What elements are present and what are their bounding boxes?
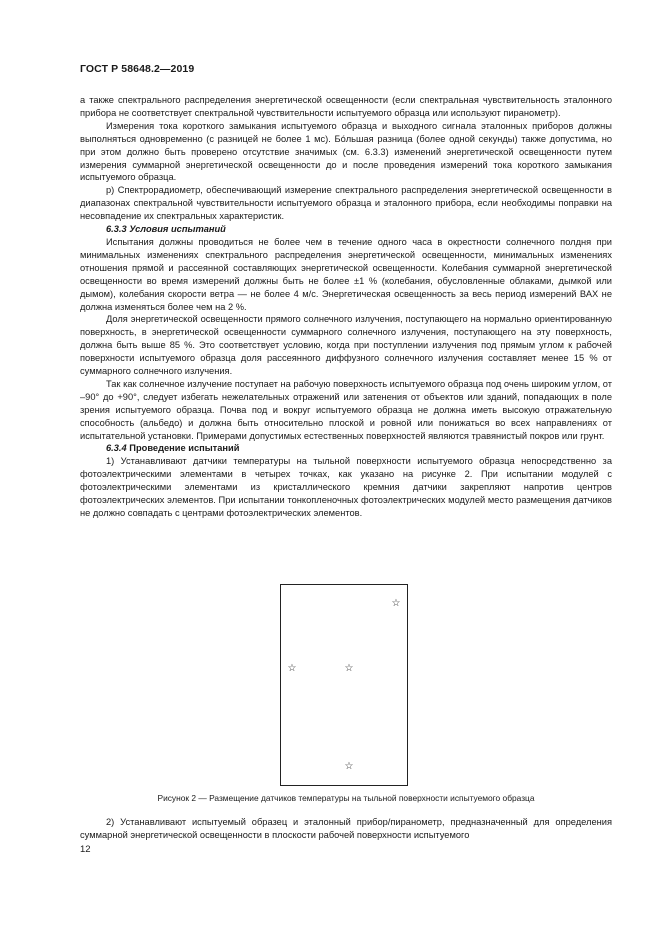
body-text <box>80 94 612 520</box>
module-back-surface-figure <box>280 584 408 786</box>
sensor-marker-star-icon: ☆ <box>344 663 354 674</box>
section-number: 6.3.3 <box>106 224 127 235</box>
section-heading-6-3-4 <box>80 442 612 455</box>
paragraph: Так как солнечное излучение поступает на рабочую поверхность испытуемого образца под очень широким углом, от –90° до +90°, следует избегать нежелательных отражений или затенения от объектов или зданий, попадающих в поле зрения испытуемого образца. Почва под и вокруг испытуемого образца не должна иметь высокую отражательную способность (альбедо) и должна быть относительно плоской и ровной или понижаться во всех направлениях от испытательной установки. Примерами допустимых естественных поверхностей являются травянистый покров или грунт. <box>80 378 612 441</box>
section-heading-6-3-3 <box>80 223 612 236</box>
page-number: 12 <box>80 844 91 855</box>
sensor-marker-star-icon: ☆ <box>287 663 297 674</box>
paragraph: Испытания должны проводиться не более чем в течение одного часа в окрестности солнечного полдня при минимальных изменениях спектрального распределения энергетической освещенности, минимальных изменениях отношения прямой и рассеянной составляющих энергетической освещенности. Колебания суммарной энергетической освещенности во время измерений должны быть не более ±1 % (колебания, обусловленные облаками, дымкой или дымом), колебания скорости ветра — не более 4 м/с. Энергетическая освещенность за весь период измерений ВАХ не должна изменяться более чем на 2 %. <box>80 236 612 312</box>
paragraph: р) Спектрорадиометр, обеспечивающий измерение спектрального распределения энергетической освещенности в диапазонах спектральной чувствительности испытуемого образца и эталонного прибора, если необходимы поправки на несовпадение их спектральных характеристик. <box>80 185 612 222</box>
section-title: Проведение испытаний <box>129 443 240 454</box>
sensor-marker-star-icon: ☆ <box>344 761 354 772</box>
paragraph: 2) Устанавливают испытуемый образец и эталонный прибор/пиранометр, предназначенный для определения суммарной энергетической освещенности в плоскости рабочей поверхности испытуемого <box>80 817 612 840</box>
paragraph: Измерения тока короткого замыкания испытуемого образца и выходного сигнала эталонных приборов должны выполняться одновременно (с разницей не более 1 мс). Бóльшая разница (более одной секунды) также допустима, но при этом должно быть проверено отсутствие значимых (см. 6.3.3) изменений энергетической освещенности путем измерения суммарной энергетической освещенности до и после проведения измерений тока короткого замыкания испытуемого образца. <box>80 120 612 183</box>
body-text-continued <box>80 816 612 842</box>
section-number: 6.3.4 <box>106 443 127 454</box>
sensor-marker-star-icon: ☆ <box>391 598 401 609</box>
paragraph: а также спектрального распределения энергетической освещенности (если спектральная чувствительность эталонного прибора не соответствует спектральной чувствительности испытуемого образца или используют пиранометр). <box>80 95 612 118</box>
figure-caption: Рисунок 2 — Размещение датчиков температуры на тыльной поверхности испытуемого образца <box>157 793 535 803</box>
paragraph: Доля энергетической освещенности прямого солнечного излучения, поступающего на нормально ориентированную поверхность, в энергетической освещенности суммарного солнечного излучения, поступающего на эту поверхность, должна быть выше 85 %. Это соответствует условию, когда при поступлении излучения под прямым углом к рабочей поверхности испытуемого образца доля рассеянного диффузного солнечного излучения составляет менее 15 % от суммарного солнечного излучения. <box>80 314 612 377</box>
document-header: ГОСТ Р 58648.2—2019 <box>80 63 195 75</box>
paragraph: 1) Устанавливают датчики температуры на тыльной поверхности испытуемого образца непосредственно за фотоэлектрическими элементами в четырех точках, как указано на рисунке 2. При испытании модулей с фотоэлектрическими элементами из кристаллического кремния датчики закрепляют напротив центров фотоэлектрических элементов. При испытании тонкопленочных фотоэлектрических модулей место размещения датчиков не должно совпадать с центрами фотоэлектрических элементов. <box>80 456 612 518</box>
section-title: Условия испытаний <box>129 224 226 235</box>
